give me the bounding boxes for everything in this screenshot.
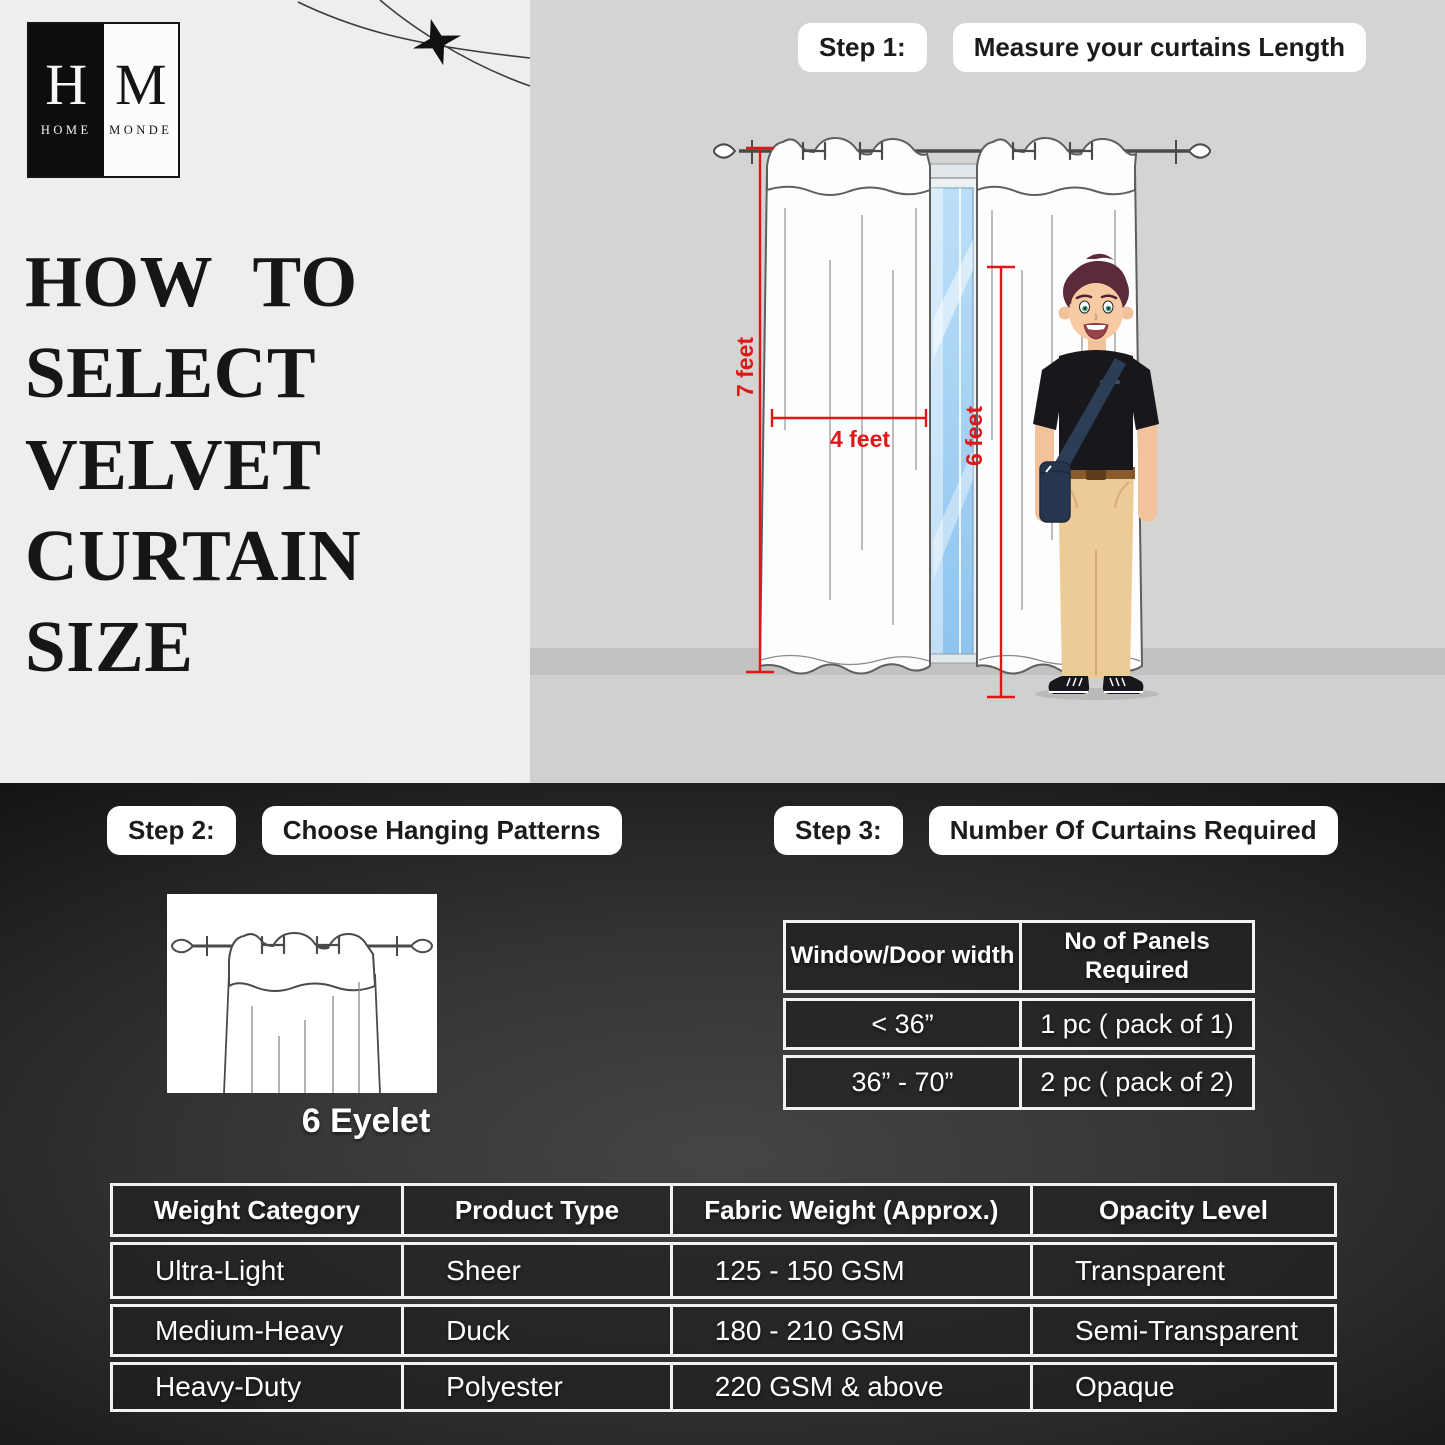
table-cell: Sheer <box>401 1245 670 1296</box>
floor <box>530 675 1445 783</box>
curtain-illustration <box>530 120 1445 783</box>
step2-badge: Step 2: <box>107 806 236 855</box>
finial-left-icon <box>172 940 193 952</box>
table-cell: 1 pc ( pack of 1) <box>1019 1001 1252 1047</box>
table-row <box>110 1242 1337 1299</box>
brand-logo <box>27 22 180 178</box>
title-line: SELECT <box>25 332 317 414</box>
table-cell: 36” - 70” <box>851 1067 954 1097</box>
table-cell: Duck <box>401 1307 670 1354</box>
logo-right-half <box>104 24 179 176</box>
page-title <box>25 236 505 692</box>
step2-row <box>107 806 622 855</box>
column-header: Window/Door width <box>790 942 1015 970</box>
column-header: Weight Category <box>154 1194 361 1225</box>
column-header: No of Panels Required <box>1019 923 1252 990</box>
table-row <box>110 1362 1337 1412</box>
column-header: Opacity Level <box>1030 1186 1334 1234</box>
left-panel <box>0 0 530 783</box>
step1-title: Measure your curtains Length <box>953 23 1366 72</box>
logo-word-monde: MONDE <box>109 123 173 137</box>
logo-letter-m: M <box>114 52 167 117</box>
right-arm <box>1138 418 1157 522</box>
table-cell: < 36” <box>871 1008 934 1039</box>
right-panel <box>530 0 1445 783</box>
table-cell: Medium-Heavy <box>155 1314 344 1346</box>
table-row <box>783 1055 1255 1110</box>
fabric-weight-table <box>110 1183 1337 1417</box>
title-line: HOW TO <box>25 241 358 322</box>
step1-badge: Step 1: <box>798 23 927 72</box>
eyelet-curtain-illustration <box>167 894 437 1093</box>
column-header: Fabric Weight (Approx.) <box>670 1186 1030 1234</box>
curtain-height-label: 7 feet <box>732 336 758 398</box>
table-cell: 180 - 210 GSM <box>670 1307 1030 1354</box>
panels-required-table <box>783 920 1255 1115</box>
column-header: Product Type <box>401 1186 670 1234</box>
table-cell: Opaque <box>1030 1365 1334 1409</box>
eyelet-pattern-box <box>167 894 437 1093</box>
step3-title: Number Of Curtains Required <box>929 806 1338 855</box>
table-cell: 2 pc ( pack of 2) <box>1019 1058 1252 1107</box>
swirl-line <box>298 2 530 58</box>
table-cell: 125 - 150 GSM <box>670 1245 1030 1296</box>
curtain-panel-left <box>760 138 930 674</box>
table-cell: Polyester <box>401 1365 670 1409</box>
logo-left-half <box>29 24 104 176</box>
table-cell: Ultra-Light <box>155 1254 285 1286</box>
table-cell: Transparent <box>1030 1245 1334 1296</box>
table-cell: Heavy-Duty <box>155 1371 302 1402</box>
curtain-width-label: 4 feet <box>829 426 891 452</box>
step2-title: Choose Hanging Patterns <box>262 806 622 855</box>
swirl-line <box>380 0 530 86</box>
title-line: SIZE <box>25 606 194 687</box>
person-height-label: 6 feet <box>961 405 987 467</box>
title-line: CURTAIN <box>25 514 362 596</box>
bottom-section <box>0 783 1445 1445</box>
eyelet-caption: 6 Eyelet <box>301 1102 431 1140</box>
title-line: VELVET <box>25 423 322 505</box>
step3-badge: Step 3: <box>774 806 903 855</box>
star-icon <box>407 12 468 71</box>
step1-row <box>798 23 1366 72</box>
logo-word-home: HOME <box>40 123 92 137</box>
table-cell: 220 GSM & above <box>670 1365 1030 1409</box>
step3-row <box>774 806 1338 855</box>
table-row <box>783 998 1255 1050</box>
finial-right-icon <box>411 940 432 952</box>
logo-letter-h: H <box>45 52 88 117</box>
table-cell: Semi-Transparent <box>1030 1307 1334 1354</box>
table-row <box>110 1304 1337 1357</box>
table-header-row <box>110 1183 1337 1237</box>
table-header-row <box>783 920 1255 993</box>
